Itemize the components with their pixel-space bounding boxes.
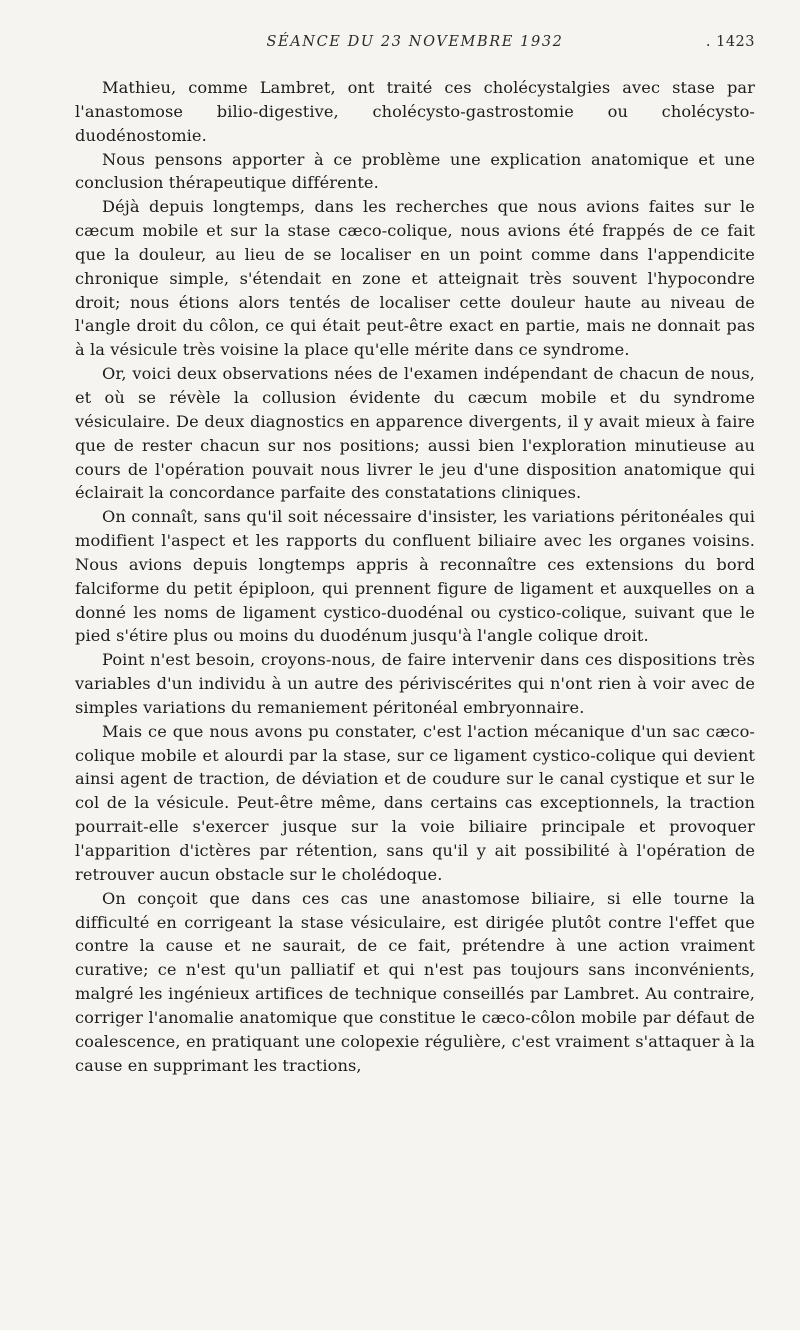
body-text — [75, 76, 755, 1077]
paragraph: On conçoit que dans ces cas une anastomose biliaire, si elle tourne la difficulté en corrigeant la stase vésiculaire, est dirigée plutôt contre l'effet que contre la cause et ne saurait, de ce fait, prétendre à une action vraiment curative; ce n'est qu'un palliatif et qui n'est pas toujours sans inconvénients, malgré les ingénieux artifices de technique conseillés par Lambret. Au contraire, corriger l'anomalie anatomique que constitue le cæco-côlon mobile par défaut de coalescence, en pratiquant une colopexie régulière, c'est vraiment s'attaquer à la cause en supprimant les tractions, — [75, 888, 755, 1075]
paragraph: Or, voici deux observations nées de l'examen indépendant de chacun de nous, et où se révèle la collusion évidente du cæcum mobile et du syndrome vésiculaire. De deux diagnostics en apparence divergents, il y avait mieux à faire que de rester chacun sur nos positions; aussi bien l'exploration minutieuse au cours de l'opération pouvait nous livrer le jeu d'une disposition anatomique qui éclairait la concordance parfaite des constatations cliniques. — [75, 364, 755, 503]
running-title: SÉANCE DU 23 NOVEMBRE 1932 — [266, 34, 564, 50]
paragraph: Mathieu, comme Lambret, ont traité ces cholécystalgies avec stase par l'anastomose bilio-digestive, cholécysto-gastrostomie ou cholécysto-duodénostomie. — [75, 78, 755, 145]
page-number: . 1423 — [705, 34, 755, 50]
running-head — [75, 34, 755, 58]
paragraph: Nous pensons apporter à ce problème une explication anatomique et une conclusion thérapeutique différente. — [75, 149, 755, 193]
paragraph: On connaît, sans qu'il soit nécessaire d'insister, les variations péritonéales qui modifient l'aspect et les rapports du confluent biliaire avec les organes voisins. Nous avions depuis longtemps appris à reconnaître ces extensions du bord falciforme du petit épiploon, qui prennent figure de ligament et auxquelles on a donné les noms de ligament cystico-duodénal ou cystico-colique, suivant que le pied s'étire plus ou moins du duodénum jusqu'à l'angle colique droit. — [75, 507, 755, 646]
paragraph: Déjà depuis longtemps, dans les recherches que nous avions faites sur le cæcum mobile et sur la stase cæco-colique, nous avions été frappés de ce fait que la douleur, au lieu de se localiser en un point comme dans l'appendicite chronique simple, s'étendait en zone et atteignait très souvent l'hypocondre droit; nous étions alors tentés de localiser cette douleur haute au niveau de l'angle droit du côlon, ce qui était peut-être exact en partie, mais ne donnait pas à la vésicule très voisine la place qu'elle mérite dans ce syndrome. — [75, 197, 755, 360]
paragraph: Mais ce que nous avons pu constater, c'est l'action mécanique d'un sac cæco-colique mobile et alourdi par la stase, sur ce ligament cystico-colique qui devient ainsi agent de traction, de déviation et de coudure sur le canal cystique et sur le col de la vésicule. Peut-être même, dans certains cas exceptionnels, la traction pourrait-elle s'exercer jusque sur la voie biliaire principale et provoquer l'apparition d'ictères par rétention, sans qu'il y ait possibilité à l'opération de retrouver aucun obstacle sur le cholédoque. — [75, 721, 755, 884]
paragraph: Point n'est besoin, croyons-nous, de faire intervenir dans ces dispositions très variables d'un individu à un autre des périviscérites qui n'ont rien à voir avec de simples variations du remaniement péritonéal embryonnaire. — [75, 650, 755, 717]
